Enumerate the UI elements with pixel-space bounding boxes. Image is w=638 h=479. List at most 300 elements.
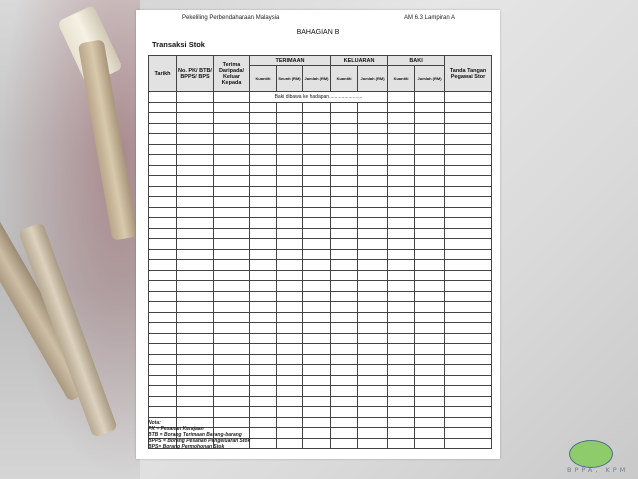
table-cell (277, 396, 303, 407)
table-cell (250, 260, 277, 271)
table-cell (303, 417, 331, 428)
table-cell (415, 438, 445, 449)
table-cell (388, 333, 415, 344)
table-cell (331, 123, 358, 134)
table-cell (445, 123, 492, 134)
table-cell (250, 333, 277, 344)
table-cell (331, 396, 358, 407)
table-cell (177, 323, 214, 334)
table-cell (388, 113, 415, 124)
col-header-tarikh: Tarikh (149, 56, 177, 92)
table-cell (331, 365, 358, 376)
group-header-terimaan: TERIMAAN (250, 56, 331, 66)
table-cell (388, 354, 415, 365)
table-row (149, 134, 492, 145)
col-header-no: No. PK/ BTB/ BPPS/ BPS (177, 56, 214, 92)
table-cell (149, 407, 177, 418)
table-row (149, 260, 492, 271)
table-cell (415, 312, 445, 323)
table-cell (415, 396, 445, 407)
table-cell (303, 155, 331, 166)
table-cell (415, 113, 445, 124)
table-cell (331, 197, 358, 208)
table-cell (358, 260, 388, 271)
table-cell (277, 407, 303, 418)
table-cell (388, 260, 415, 271)
table-cell (331, 438, 358, 449)
table-cell (415, 407, 445, 418)
table-cell (177, 228, 214, 239)
sub-header-seunit: Seunit (RM) (277, 66, 303, 92)
table-cell (303, 134, 331, 145)
table-cell (149, 302, 177, 313)
table-cell (149, 134, 177, 145)
table-cell (303, 428, 331, 439)
table-cell (177, 218, 214, 229)
table-cell (149, 197, 177, 208)
table-cell (250, 375, 277, 386)
table-cell (214, 165, 250, 176)
table-row (149, 323, 492, 334)
table-cell (214, 123, 250, 134)
table-cell (358, 197, 388, 208)
table-row (149, 176, 492, 187)
table-cell (250, 186, 277, 197)
table-cell (358, 417, 388, 428)
sub-header-kuantiti: Kuantiti (250, 66, 277, 92)
table-cell (445, 228, 492, 239)
table-cell (303, 312, 331, 323)
table-cell (177, 302, 214, 313)
table-cell (445, 207, 492, 218)
table-cell (415, 197, 445, 208)
notes-title: Nota: (148, 420, 161, 426)
table-cell (331, 218, 358, 229)
table-cell (445, 417, 492, 428)
table-row (149, 239, 492, 250)
table-cell (250, 417, 277, 428)
table-row (149, 386, 492, 397)
table-cell (250, 270, 277, 281)
table-cell (303, 354, 331, 365)
table-row (149, 375, 492, 386)
table-cell (250, 323, 277, 334)
table-row (149, 228, 492, 239)
table-cell (358, 407, 388, 418)
sub-header-jumlah: Jumlah (RM) (415, 66, 445, 92)
table-cell (445, 270, 492, 281)
table-cell (388, 291, 415, 302)
table-cell (388, 386, 415, 397)
table-cell (214, 113, 250, 124)
table-row (149, 312, 492, 323)
table-cell (358, 228, 388, 239)
table-cell (177, 270, 214, 281)
table-cell (250, 428, 277, 439)
table-cell (388, 323, 415, 334)
table-cell (277, 375, 303, 386)
table-cell (214, 396, 250, 407)
stock-transaction-table (148, 55, 492, 449)
table-cell (388, 302, 415, 313)
table-cell (149, 323, 177, 334)
table-cell (331, 312, 358, 323)
table-cell (303, 365, 331, 376)
table-cell (358, 155, 388, 166)
table-cell (177, 312, 214, 323)
table-cell (250, 207, 277, 218)
table-cell (358, 113, 388, 124)
table-cell (445, 323, 492, 334)
table-cell (415, 375, 445, 386)
table-cell (415, 176, 445, 187)
table-cell (331, 428, 358, 439)
table-row (149, 197, 492, 208)
table-cell (445, 144, 492, 155)
table-cell (388, 228, 415, 239)
table-cell (388, 102, 415, 113)
table-cell (177, 144, 214, 155)
table-row (149, 155, 492, 166)
table-cell (177, 333, 214, 344)
table-cell (214, 92, 250, 103)
table-cell (277, 186, 303, 197)
table-cell (177, 113, 214, 124)
table-cell (149, 260, 177, 271)
table-cell (358, 344, 388, 355)
table-cell (214, 249, 250, 260)
table-cell (177, 260, 214, 271)
table-cell (331, 207, 358, 218)
table-row (149, 92, 492, 103)
table-cell (388, 407, 415, 418)
table-cell (214, 323, 250, 334)
table-cell (445, 155, 492, 166)
table-cell (358, 102, 388, 113)
table-row (149, 407, 492, 418)
table-cell (445, 102, 492, 113)
table-cell (331, 386, 358, 397)
table-cell (277, 354, 303, 365)
table-cell (445, 375, 492, 386)
table-cell (149, 123, 177, 134)
table-cell (445, 165, 492, 176)
table-cell (177, 197, 214, 208)
table-cell (415, 354, 445, 365)
table-cell (388, 344, 415, 355)
table-cell (250, 123, 277, 134)
table-cell (388, 197, 415, 208)
table-cell (388, 375, 415, 386)
table-cell (388, 270, 415, 281)
carry-forward-label: Baki dibawa ke hadapan........................ (250, 92, 388, 103)
table-cell (303, 144, 331, 155)
table-cell (177, 186, 214, 197)
table-cell (250, 386, 277, 397)
table-row (149, 281, 492, 292)
table-cell (149, 218, 177, 229)
table-cell (415, 260, 445, 271)
table-cell (445, 249, 492, 260)
table-cell (214, 344, 250, 355)
footer-label: BPPA, KPM (567, 466, 629, 474)
note-line: PK = Pesanan Kerajaan (148, 426, 204, 432)
table-cell (250, 365, 277, 376)
table-cell (250, 197, 277, 208)
table-cell (177, 123, 214, 134)
table-cell (331, 228, 358, 239)
table-cell (149, 386, 177, 397)
table-cell (149, 396, 177, 407)
table-cell (303, 375, 331, 386)
table-cell (445, 365, 492, 376)
table-cell (149, 281, 177, 292)
table-cell (358, 207, 388, 218)
table-cell (277, 218, 303, 229)
table-cell (415, 323, 445, 334)
table-cell (277, 365, 303, 376)
table-cell (277, 428, 303, 439)
table-cell (331, 291, 358, 302)
table-cell (358, 249, 388, 260)
table-cell (415, 134, 445, 145)
table-cell (358, 365, 388, 376)
table-cell (214, 186, 250, 197)
table-cell (149, 312, 177, 323)
table-cell (303, 123, 331, 134)
table-cell (358, 281, 388, 292)
table-cell (415, 291, 445, 302)
table-cell (277, 270, 303, 281)
table-cell (415, 344, 445, 355)
table-cell (445, 134, 492, 145)
table-cell (331, 239, 358, 250)
table-cell (277, 291, 303, 302)
table-cell (177, 281, 214, 292)
table-cell (415, 417, 445, 428)
table-cell (303, 396, 331, 407)
table-cell (358, 144, 388, 155)
table-cell (177, 165, 214, 176)
table-cell (277, 113, 303, 124)
table-cell (415, 186, 445, 197)
table-cell (358, 312, 388, 323)
table-cell (250, 438, 277, 449)
table-cell (177, 176, 214, 187)
table-cell (331, 249, 358, 260)
table-cell (303, 228, 331, 239)
table-cell (177, 396, 214, 407)
table-cell (177, 365, 214, 376)
table-cell (214, 197, 250, 208)
table-cell (388, 396, 415, 407)
document-page (136, 10, 500, 459)
table-cell (358, 176, 388, 187)
col-header-terima: Terima Daripada/ Keluar Kepada (214, 56, 250, 92)
table-cell (303, 186, 331, 197)
table-cell (250, 354, 277, 365)
table-row (149, 344, 492, 355)
table-cell (358, 302, 388, 313)
table-cell (303, 302, 331, 313)
table-cell (445, 197, 492, 208)
table-cell (214, 207, 250, 218)
table-cell (303, 407, 331, 418)
table-cell (358, 396, 388, 407)
sub-header-kuantiti: Kuantiti (331, 66, 358, 92)
table-cell (358, 386, 388, 397)
table-cell (214, 291, 250, 302)
table-cell (303, 239, 331, 250)
table-cell (445, 176, 492, 187)
table-cell (303, 344, 331, 355)
table-cell (149, 291, 177, 302)
table-row (149, 270, 492, 281)
table-cell (214, 239, 250, 250)
table-cell (388, 281, 415, 292)
table-cell (388, 438, 415, 449)
table-cell (277, 228, 303, 239)
table-cell (250, 228, 277, 239)
table-row (149, 207, 492, 218)
table-row (149, 333, 492, 344)
table-cell (250, 312, 277, 323)
table-cell (331, 302, 358, 313)
table-cell (149, 344, 177, 355)
table-cell (214, 260, 250, 271)
table-cell (303, 438, 331, 449)
table-cell (303, 218, 331, 229)
table-cell (214, 281, 250, 292)
table-cell (358, 323, 388, 334)
table-cell (445, 92, 492, 103)
table-cell (214, 365, 250, 376)
table-cell (415, 165, 445, 176)
table-cell (177, 155, 214, 166)
table-cell (250, 165, 277, 176)
table-cell (214, 102, 250, 113)
table-cell (415, 249, 445, 260)
table-cell (358, 375, 388, 386)
table-cell (331, 375, 358, 386)
table-cell (177, 407, 214, 418)
table-cell (277, 344, 303, 355)
table-cell (303, 113, 331, 124)
section-title: BAHAGIAN B (296, 29, 340, 36)
table-cell (214, 312, 250, 323)
table-cell (388, 207, 415, 218)
background-photo (0, 0, 140, 479)
table-cell (303, 270, 331, 281)
table-cell (445, 333, 492, 344)
table-cell (250, 291, 277, 302)
table-cell (277, 165, 303, 176)
table-cell (445, 281, 492, 292)
table-cell (277, 144, 303, 155)
table-cell (331, 165, 358, 176)
table-cell (415, 239, 445, 250)
table-cell (250, 249, 277, 260)
table-cell (214, 375, 250, 386)
table-row (149, 186, 492, 197)
table-cell (250, 113, 277, 124)
table-cell (331, 407, 358, 418)
table-row (149, 365, 492, 376)
group-header-baki: BAKI (388, 56, 445, 66)
note-line: BPS= Borang Permohonan Stok (148, 444, 225, 450)
table-cell (415, 386, 445, 397)
table-cell (331, 134, 358, 145)
table-cell (415, 333, 445, 344)
table-cell (277, 312, 303, 323)
table-cell (303, 249, 331, 260)
table-cell (303, 386, 331, 397)
table-cell (358, 438, 388, 449)
table-cell (250, 176, 277, 187)
document-header-left: Pekeliling Perbendaharaan Malaysia (182, 15, 280, 21)
table-cell (277, 155, 303, 166)
table-cell (149, 155, 177, 166)
note-line: BTB = Borang Terimaan Barang-barang (148, 432, 242, 438)
table-row (149, 354, 492, 365)
table-cell (388, 134, 415, 145)
table-cell (388, 155, 415, 166)
table-cell (358, 291, 388, 302)
table-cell (358, 333, 388, 344)
table-cell (445, 260, 492, 271)
document-header-right: AM 6.3 Lampiran A (404, 15, 456, 21)
table-cell (277, 102, 303, 113)
table-cell (445, 302, 492, 313)
table-cell (303, 197, 331, 208)
table-cell (149, 354, 177, 365)
table-cell (331, 113, 358, 124)
table-cell (331, 354, 358, 365)
table-row (149, 113, 492, 124)
table-cell (177, 386, 214, 397)
table-cell (303, 207, 331, 218)
table-cell (149, 333, 177, 344)
table-cell (445, 407, 492, 418)
table-cell (388, 428, 415, 439)
table-cell (358, 428, 388, 439)
table-cell (303, 260, 331, 271)
table-cell (250, 407, 277, 418)
table-cell (445, 218, 492, 229)
table-cell (445, 239, 492, 250)
table-cell (415, 123, 445, 134)
sub-header-kuantiti: Kuantiti (388, 66, 415, 92)
table-cell (331, 144, 358, 155)
table-cell (445, 113, 492, 124)
table-cell (388, 249, 415, 260)
table-row (149, 123, 492, 134)
table-cell (388, 165, 415, 176)
table-cell (250, 302, 277, 313)
table-cell (388, 312, 415, 323)
table-cell (214, 354, 250, 365)
table-cell (388, 365, 415, 376)
table-cell (331, 281, 358, 292)
table-cell (303, 281, 331, 292)
table-cell (388, 92, 415, 103)
table-cell (214, 386, 250, 397)
table-cell (250, 396, 277, 407)
table-cell (303, 165, 331, 176)
table-cell (250, 281, 277, 292)
table-cell (303, 102, 331, 113)
table-cell (214, 270, 250, 281)
